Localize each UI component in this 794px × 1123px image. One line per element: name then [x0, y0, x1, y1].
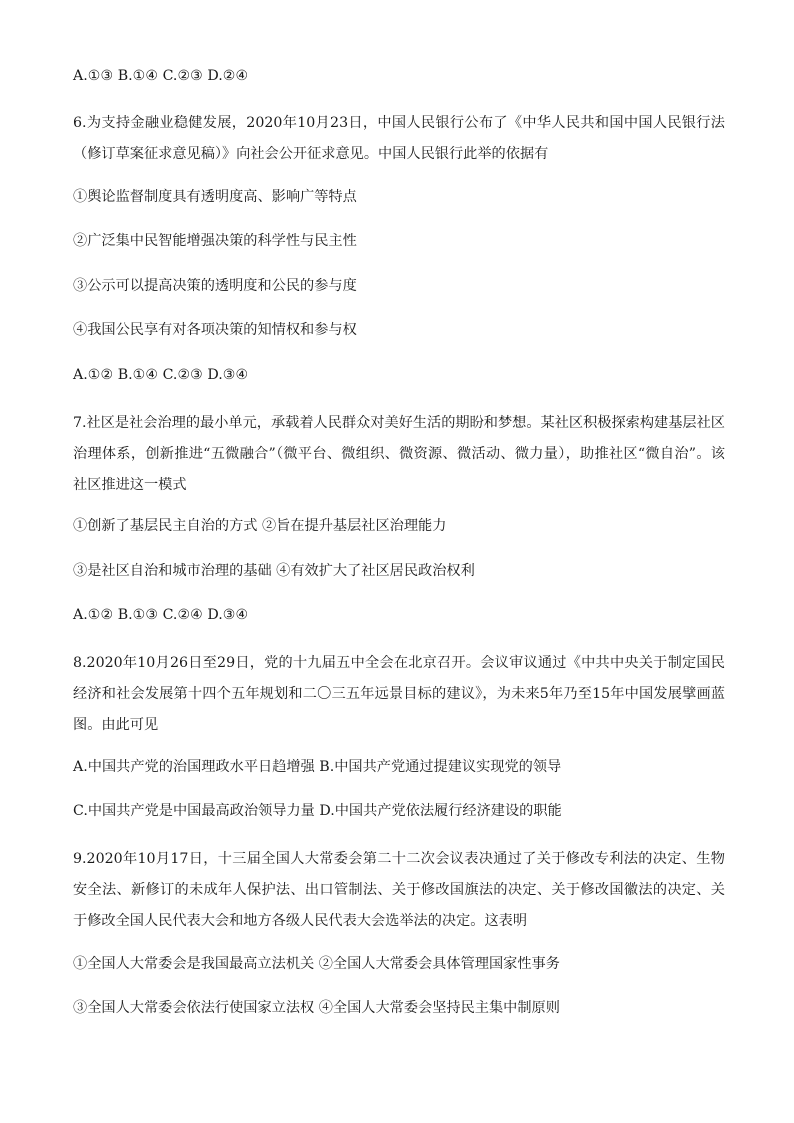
q8-options-row-2: C.中国共产党是中国最高政治领导力量 D.中国共产党依法履行经济建设的职能: [73, 803, 562, 819]
q8-stem: [73, 648, 725, 741]
q7-stem: [73, 408, 725, 501]
q6-item-2: ②广泛集中民智能增强决策的科学性与民主性: [73, 233, 357, 249]
q9-stem: [73, 844, 725, 937]
q7-options: A.①② B.①③ C.②④ D.③④: [73, 607, 249, 623]
q8-options-row-1: A.中国共产党的治国理政水平日趋增强 B.中国共产党通过提建议实现党的领导: [73, 759, 562, 775]
q6-item-3: ③公示可以提高决策的透明度和公民的参与度: [73, 278, 357, 294]
q7-stem-text: 7.社区是社会治理的最小单元，承载着人民群众对美好生活的期盼和梦想。某社区积极探索构建基层社区治理体系，创新推进“五微融合”（微平台、微组织、微资源、微活动、微力量），助推社区“微自治”。该社区推进这一模式: [73, 415, 725, 493]
q9-items-row-2: ③全国人大常委会依法行使国家立法权 ④全国人大常委会坚持民主集中制原则: [73, 1000, 560, 1016]
q6-item-1: ①舆论监督制度具有透明度高、影响广等特点: [73, 189, 357, 205]
q6-item-4: ④我国公民享有对各项决策的知情权和参与权: [73, 322, 357, 338]
q8-stem-text: 8.2020年10月26日至29日，党的十九届五中全会在北京召开。会议审议通过《中共中央关于制定国民经济和社会发展第十四个五年规划和二〇三五年远景目标的建议》，为未来5年乃至15年中国发展擘画蓝图。由此可见: [73, 655, 725, 733]
q9-stem-text: 9.2020年10月17日，十三届全国人大常委会第二十二次会议表决通过了关于修改专利法的决定、生物安全法、新修订的未成年人保护法、出口管制法、关于修改国旗法的决定、关于修改国徽法的决定、关于修改全国人民代表大会和地方各级人民代表大会选举法的决定。这表明: [73, 851, 725, 929]
q9-items-row-1: ①全国人大常委会是我国最高立法机关 ②全国人大常委会具体管理国家性事务: [73, 956, 560, 972]
q6-options: A.①② B.①④ C.②③ D.③④: [73, 367, 249, 383]
q6-stem-text: 6.为支持金融业稳健发展，2020年10月23日，中国人民银行公布了《中华人民共和国中国人民银行法（修订草案征求意见稿）》向社会公开征求意见。中国人民银行此举的依据有: [73, 115, 725, 162]
q6-stem: [73, 108, 725, 170]
q7-items-row-2: ③是社区自治和城市治理的基础 ④有效扩大了社区居民政治权利: [73, 563, 475, 579]
q5-options: A.①③ B.①④ C.②③ D.②④: [73, 68, 249, 84]
q7-items-row-1: ①创新了基层民主自治的方式 ②旨在提升基层社区治理能力: [73, 518, 447, 534]
